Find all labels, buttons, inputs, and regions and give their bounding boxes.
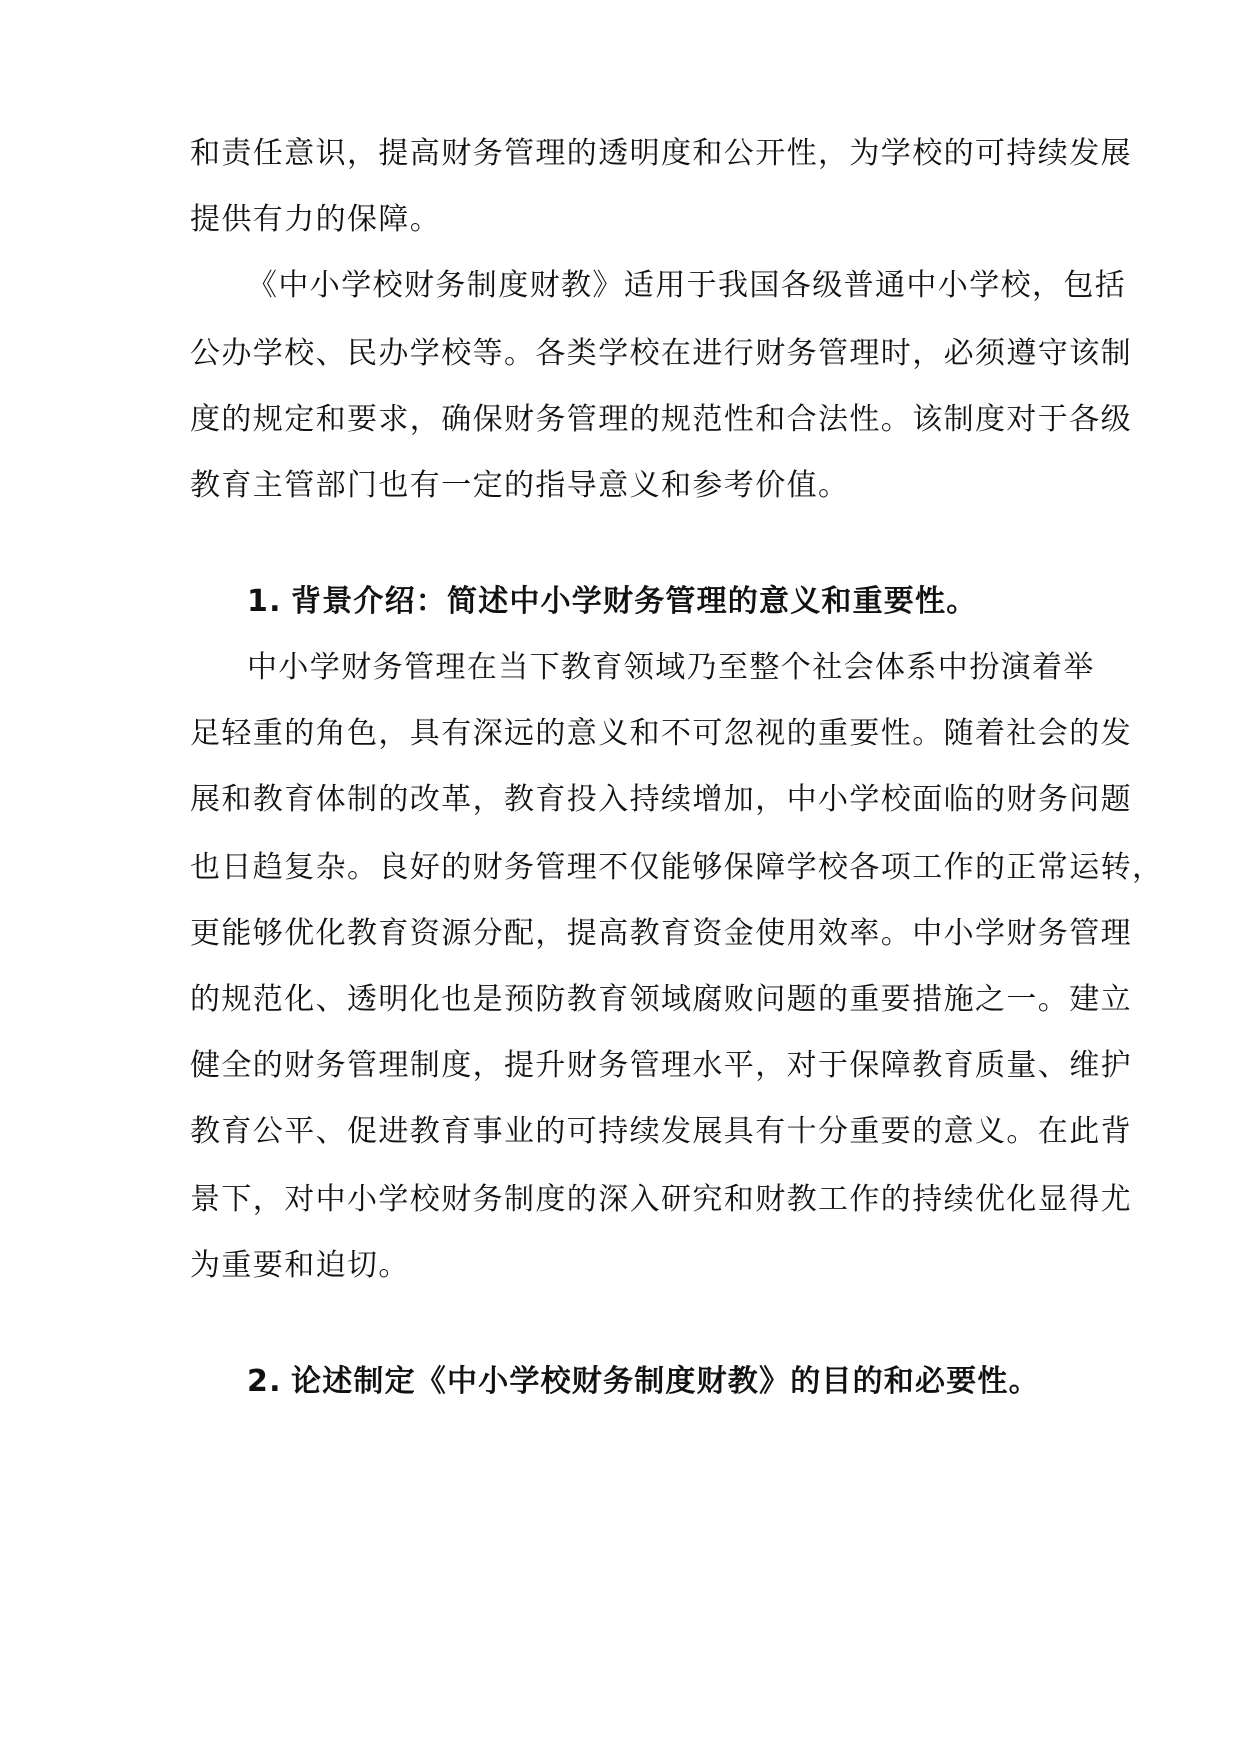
heading-2-number: 2. [247, 1364, 282, 1399]
paragraph-1-line-1: 和责任意识，提高财务管理的透明度和公开性，为学校的可持续发展 [190, 136, 1132, 171]
paragraph-3-line-10: 为重要和迫切。 [190, 1248, 410, 1283]
paragraph-3-line-3: 展和教育体制的改革，教育投入持续增加，中小学校面临的财务问题 [190, 782, 1132, 817]
heading-1-number: 1. [247, 584, 282, 619]
paragraph-2-line-4: 教育主管部门也有一定的指导意义和参考价值。 [190, 468, 850, 503]
paragraph-3-line-9: 景下，对中小学校财务制度的深入研究和财教工作的持续优化显得尤 [190, 1182, 1132, 1217]
paragraph-3-line-5: 更能够优化教育资源分配，提高教育资金使用效率。中小学财务管理 [190, 916, 1132, 951]
paragraph-3-line-8: 教育公平、促进教育事业的可持续发展具有十分重要的意义。在此背 [190, 1114, 1132, 1149]
section-heading-1 [247, 582, 977, 622]
paragraph-3-line-6: 的规范化、透明化也是预防教育领域腐败问题的重要措施之一。建立 [190, 982, 1132, 1017]
paragraph-2-line-3: 度的规定和要求，确保财务管理的规范性和合法性。该制度对于各级 [190, 402, 1132, 437]
heading-1-text: 背景介绍：简述中小学财务管理的意义和重要性。 [291, 584, 978, 619]
paragraph-3-line-2: 足轻重的角色，具有深远的意义和不可忽视的重要性。随着社会的发 [190, 716, 1132, 751]
paragraph-2-line-1: 《中小学校财务制度财教》适用于我国各级普通中小学校，包括 [247, 268, 1127, 303]
paragraph-3-line-7: 健全的财务管理制度，提升财务管理水平，对于保障教育质量、维护 [190, 1048, 1132, 1083]
section-heading-2 [247, 1362, 1040, 1402]
paragraph-3-line-1: 中小学财务管理在当下教育领域乃至整个社会体系中扮演着举 [247, 650, 1095, 685]
paragraph-1-line-2: 提供有力的保障。 [190, 202, 442, 237]
heading-2-text: 论述制定《中小学校财务制度财教》的目的和必要性。 [291, 1364, 1040, 1399]
paragraph-2-line-2: 公办学校、民办学校等。各类学校在进行财务管理时，必须遵守该制 [190, 336, 1132, 371]
paragraph-3-line-4: 也日趋复杂。良好的财务管理不仅能够保障学校各项工作的正常运转， [190, 850, 1164, 885]
